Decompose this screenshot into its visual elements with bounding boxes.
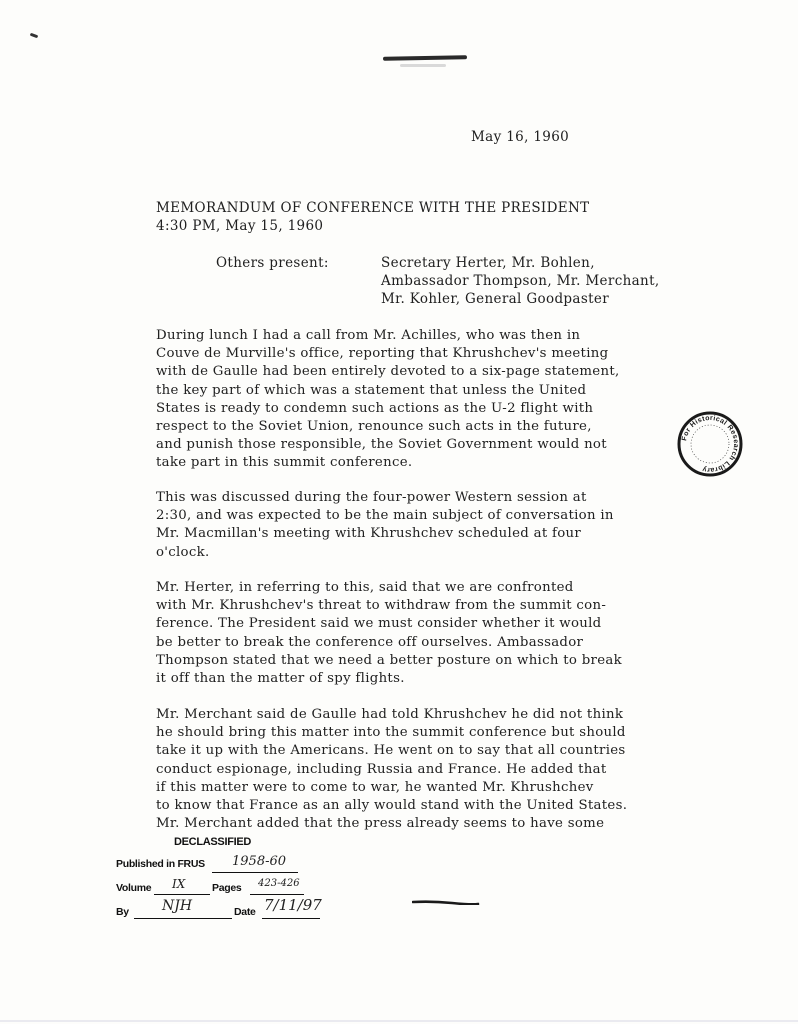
- stamp-title: DECLASSIFIED: [174, 836, 252, 848]
- stamp-date-label: Date: [234, 906, 256, 918]
- body-paragraph: During lunch I had a call from Mr. Achilles, who was then in Couve de Murville's office, reporting that Khrushchev's meeting with de Gaulle had been entirely devoted to a six-page statement, the key part of which was a statement that unless the United States is ready to condemn such actions as the U-2 flight with respect to the Soviet Union, renounce such acts in the future, and punish those responsible, the Soviet Government would not take part in this summit conference.: [156, 328, 620, 471]
- others-present-line: Secretary Herter, Mr. Bohlen,: [381, 255, 595, 271]
- memo-title: MEMORANDUM OF CONFERENCE WITH THE PRESIDENT: [156, 200, 590, 216]
- stamp-pages-value: 423-426: [258, 878, 300, 889]
- stamp-published-label: Published in FRUS: [116, 858, 205, 870]
- others-present-line: Mr. Kohler, General Goodpaster: [381, 291, 610, 307]
- declassified-stamp: [112, 832, 342, 932]
- ink-speck: [30, 33, 39, 39]
- stamp-volume-value: IX: [172, 877, 186, 891]
- body-paragraph: Mr. Herter, in referring to this, said that we are confronted with Mr. Khrushchev's threat to withdraw from the summit con- ference. The President said we must consider whether it would be better to break the conference off ourselves. Ambassador Thompson stated that we need a better posture on which to break it off than the matter of spy flights.: [156, 580, 622, 687]
- footer-ink-mark: [412, 900, 480, 905]
- memo-date: May 16, 1960: [471, 129, 570, 145]
- memo-time: 4:30 PM, May 15, 1960: [156, 218, 324, 234]
- header-ink-mark: [383, 55, 467, 60]
- stamp-pages-label: Pages: [212, 882, 242, 894]
- stamp-rule: [212, 872, 298, 873]
- stamp-published-value: 1958-60: [232, 854, 287, 869]
- svg-text:For Historical Research Librar: [681, 415, 739, 473]
- header-smudge: [400, 64, 446, 67]
- library-seal-stamp: [676, 410, 744, 478]
- stamp-volume-label: Volume: [116, 882, 152, 894]
- seal-lettering: For Historical Research Library: [681, 414, 740, 474]
- body-paragraph: This was discussed during the four-power Western session at 2:30, and was expected to be the main subject of conversation in Mr. Macmillan's meeting with Khrushchev scheduled at four o'clock.: [156, 490, 614, 560]
- stamp-by-label: By: [116, 906, 129, 918]
- stamp-date-value: 7/11/97: [264, 896, 322, 914]
- stamp-rule: [262, 918, 320, 919]
- stamp-rule: [154, 894, 210, 895]
- stamp-rule: [134, 918, 232, 919]
- others-present-line: Ambassador Thompson, Mr. Merchant,: [381, 273, 660, 289]
- stamp-by-value: NJH: [162, 898, 193, 914]
- body-paragraph: Mr. Merchant said de Gaulle had told Khrushchev he did not think he should bring this matter into the summit conference but should take it up with the Americans. He went on to say that all countries conduct espionage, including Russia and France. He added that if this matter were to come to war, he wanted Mr. Khrushchev to know that France as an ally would stand with the United States. Mr. Merchant added that the press already seems to have some: [156, 707, 628, 832]
- others-present-label: Others present:: [216, 255, 329, 271]
- page-edge: [0, 1020, 798, 1022]
